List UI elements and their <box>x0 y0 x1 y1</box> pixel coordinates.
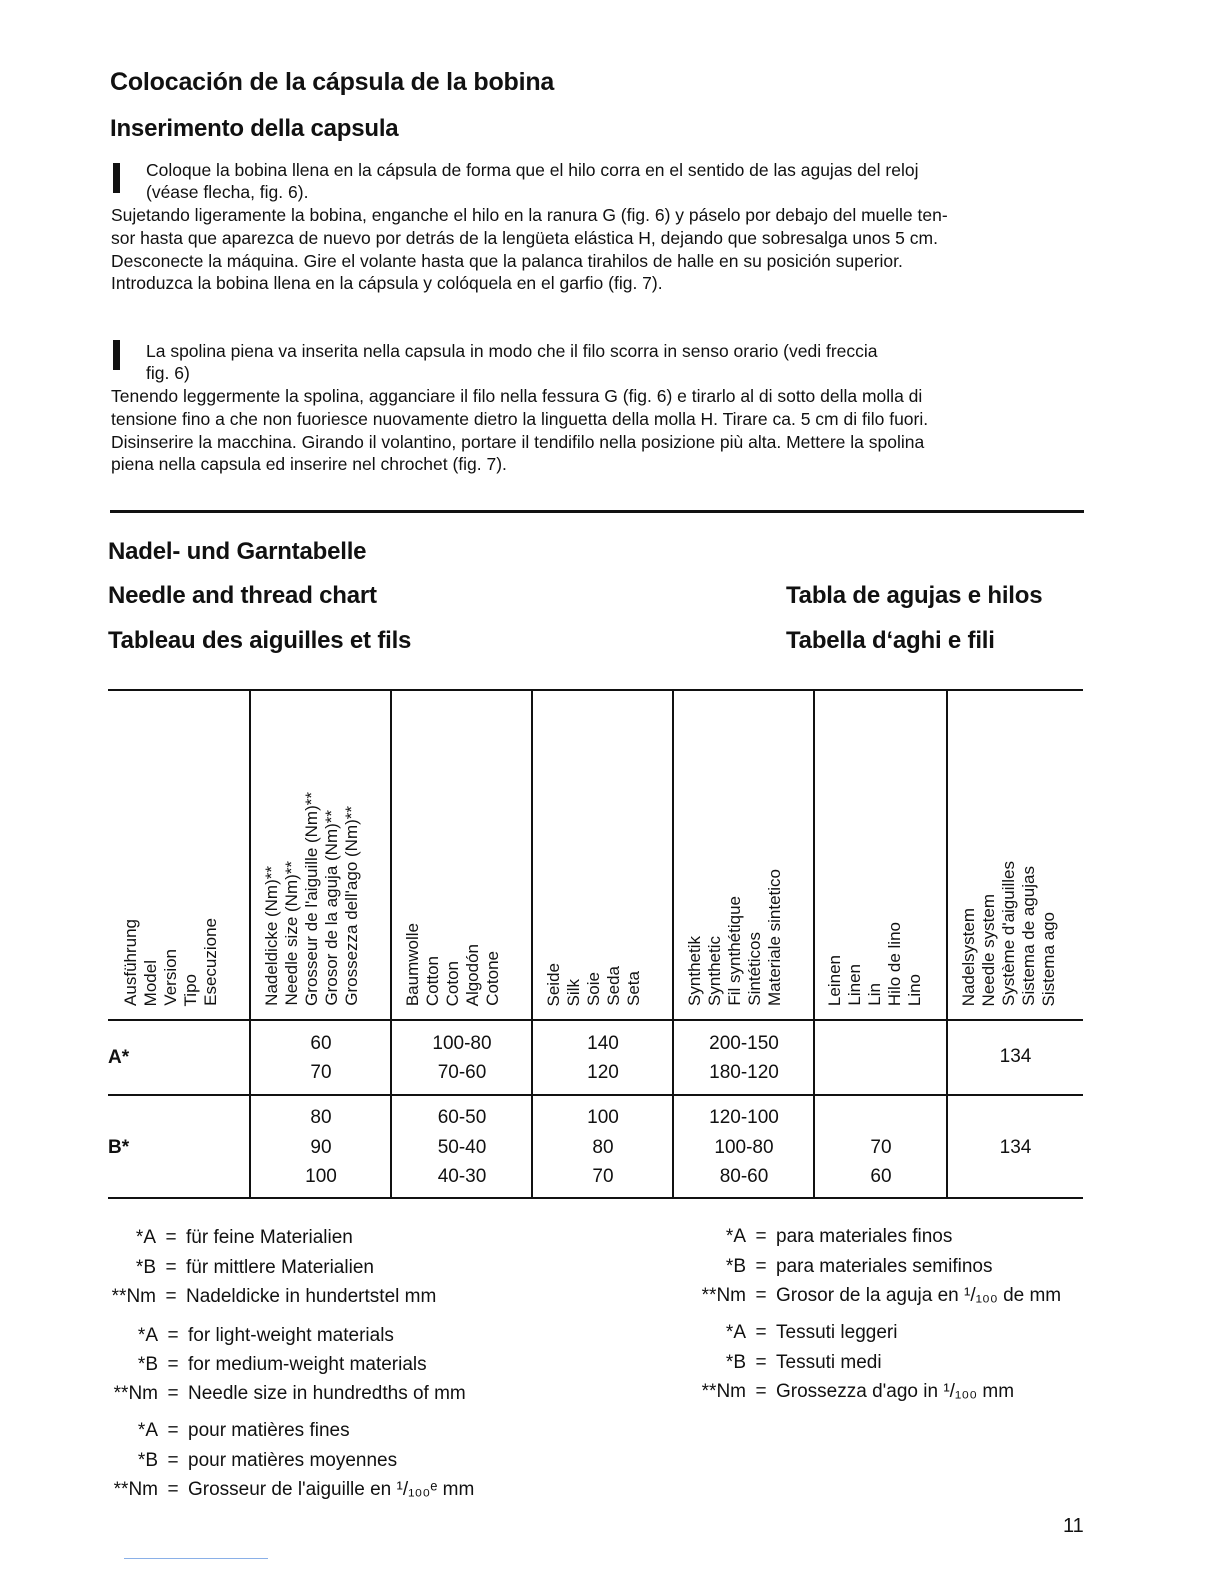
page-number: 11 <box>1063 1515 1084 1537</box>
header-linen: Lino <box>905 973 924 1006</box>
header-synthetic: Sintéticos <box>745 932 764 1006</box>
footnote-it-b: *B = Tessuti medi <box>725 1352 882 1373</box>
scan-artifact-line <box>124 1558 268 1559</box>
cell-cotton-a: 70-60 <box>437 1062 487 1083</box>
cell-synthetic-b: 120-100 <box>709 1107 779 1128</box>
cell-needle-b: 80 <box>310 1107 332 1128</box>
footnote-fr-nm: **Nm = Grosseur de l'aiguille en ¹/₁₀₀ᵉ mm <box>113 1479 475 1500</box>
chart-title-de: Nadel- und Garntabelle <box>108 538 367 565</box>
cell-cotton-b: 50-40 <box>437 1137 487 1158</box>
cell-cotton-b: 40-30 <box>437 1166 487 1187</box>
header-needle-system: Nadelsystem <box>959 907 978 1006</box>
cell-needle-a: 70 <box>310 1062 332 1083</box>
header-synthetic: Synthetik <box>685 936 704 1006</box>
cell-silk-b: 100 <box>587 1107 619 1128</box>
table-top-rule <box>108 689 1083 691</box>
header-cotton: Coton <box>443 960 462 1006</box>
spanish-marker <box>113 163 120 193</box>
table-col-divider <box>946 690 948 1198</box>
header-cotton: Algodón <box>463 943 482 1006</box>
header-needle-system: Sistema de agujas <box>1019 866 1038 1006</box>
cell-silk-b: 80 <box>592 1137 614 1158</box>
chart-title-it: Tabella d‘aghi e fili <box>786 627 995 654</box>
es-line-3: Sujetando ligeramente la bobina, enganche el hilo en la ranura G (fig. 6) y páselo por debajo del muelle ten- <box>111 205 948 225</box>
title-italian: Inserimento della capsula <box>110 115 399 142</box>
header-silk: Seide <box>544 962 563 1006</box>
es-line-5: Desconecte la máquina. Gire el volante hasta que la palanca tirahilos de halle en su posición superior. <box>111 251 903 271</box>
header-needle-size: Nadeldicke (Nm)** <box>262 866 281 1006</box>
header-cotton: Baumwolle <box>403 922 422 1006</box>
chart-title-es: Tabla de agujas e hilos <box>786 582 1043 609</box>
table-bottom-rule <box>108 1197 1083 1199</box>
header-needle-system: Needle system <box>979 893 998 1006</box>
footnote-fr-a: *A = pour matières fines <box>137 1420 350 1441</box>
cell-silk-a: 120 <box>587 1062 619 1083</box>
es-line-6: Introduzca la bobina llena en la cápsula y colóquela en el garfio (fig. 7). <box>111 273 663 293</box>
header-needle-size: Grossezza dell'ago (Nm)** <box>342 806 361 1006</box>
cell-system-b: 134 <box>999 1137 1032 1158</box>
header-version: Tipo <box>181 973 200 1006</box>
header-linen: Hilo de lino <box>885 921 904 1006</box>
header-linen: Linen <box>845 964 864 1006</box>
es-line-2: (véase flecha, fig. 6). <box>146 182 309 202</box>
header-version: Version <box>161 949 180 1006</box>
footnote-es-nm: **Nm = Grosor de la aguja en ¹/₁₀₀ de mm <box>701 1285 1062 1306</box>
header-linen: Leinen <box>825 954 844 1006</box>
cell-synthetic-b: 100-80 <box>714 1137 774 1158</box>
chart-title-en: Needle and thread chart <box>108 582 377 609</box>
cell-silk-b: 70 <box>592 1166 614 1187</box>
header-version: Esecuzione <box>201 918 220 1006</box>
table-row-rule <box>108 1094 1083 1096</box>
es-line-4: sor hasta que aparezca de nuevo por detrás de la lengüeta elástica H, dejando que sobresalga unos 5 cm. <box>111 228 938 248</box>
it-line-5: Disinserire la macchina. Girando il volantino, portare il tendifilo nella posizione più alta. Mettere la spolina <box>111 432 925 452</box>
header-version: Ausführung <box>121 919 140 1006</box>
section-divider <box>110 510 1084 513</box>
table-header-rule <box>108 1019 1083 1021</box>
it-line-6: piena nella capsula ed inserire nel chrochet (fig. 7). <box>111 454 507 474</box>
cell-needle-a: 60 <box>310 1033 332 1054</box>
footnote-it-a: *A = Tessuti leggeri <box>725 1322 898 1343</box>
footnote-en-nm: **Nm = Needle size in hundredths of mm <box>113 1383 466 1404</box>
header-needle-system: Sistema ago <box>1039 911 1058 1006</box>
it-line-1: La spolina piena va inserita nella capsula in modo che il filo scorra in senso orario (vedi freccia <box>146 341 878 361</box>
footnote-en-b: *B = for medium-weight materials <box>137 1354 427 1375</box>
footnote-es-a: *A = para materiales finos <box>725 1226 953 1247</box>
footnote-it-nm: **Nm = Grossezza d'ago in ¹/₁₀₀ mm <box>701 1381 1015 1402</box>
it-line-3: Tenendo leggermente la spolina, agganciare il filo nella fessura G (fig. 6) e tirarlo al di sotto della molla di <box>111 386 923 406</box>
header-silk: Soie <box>584 971 603 1006</box>
header-needle-size: Needle size (Nm)** <box>282 861 301 1006</box>
header-synthetic: Synthetic <box>705 936 724 1006</box>
it-line-2: fig. 6) <box>146 363 190 383</box>
footnote-en-a: *A = for light-weight materials <box>137 1325 394 1346</box>
footnote-es-b: *B = para materiales semifinos <box>725 1256 993 1277</box>
row-label-a: A* <box>108 1047 130 1068</box>
cell-synthetic-a: 180-120 <box>709 1062 779 1083</box>
title-spanish: Colocación de la cápsula de la bobina <box>110 68 555 96</box>
cell-needle-b: 90 <box>310 1137 332 1158</box>
cell-cotton-a: 100-80 <box>432 1033 492 1054</box>
header-cotton: Cotone <box>483 951 502 1006</box>
footnote-de-a: *A = für feine Materialien <box>135 1227 353 1248</box>
header-needle-size: Grosseur de l'aiguille (Nm)** <box>302 792 321 1006</box>
header-version: Model <box>141 959 160 1006</box>
header-silk: Seta <box>624 971 643 1006</box>
footnote-de-nm: **Nm = Nadeldicke in hundertstel mm <box>111 1286 437 1307</box>
cell-synthetic-b: 80-60 <box>719 1166 769 1187</box>
italian-marker <box>113 340 120 370</box>
header-silk: Silk <box>564 978 583 1006</box>
cell-cotton-b: 60-50 <box>437 1107 487 1128</box>
cell-synthetic-a: 200-150 <box>709 1033 779 1054</box>
cell-linen-b: 70 <box>870 1137 892 1158</box>
header-silk: Seda <box>604 966 623 1006</box>
cell-linen-b: 60 <box>870 1166 892 1187</box>
header-linen: Lin <box>865 983 884 1006</box>
es-line-1: Coloque la bobina llena en la cápsula de forma que el hilo corra en el sentido de las agujas del reloj <box>146 160 919 180</box>
footnote-de-b: *B = für mittlere Materialien <box>135 1257 374 1278</box>
footnote-fr-b: *B = pour matières moyennes <box>137 1450 398 1471</box>
row-label-b: B* <box>108 1137 130 1158</box>
cell-silk-a: 140 <box>587 1033 619 1054</box>
header-needle-size: Grosor de la aguja (Nm)** <box>322 810 341 1006</box>
chart-title-fr: Tableau des aiguilles et fils <box>108 627 412 654</box>
header-synthetic: Materiale sintetico <box>765 868 784 1006</box>
header-synthetic: Fil synthétique <box>725 896 744 1006</box>
header-cotton: Cotton <box>423 955 442 1006</box>
cell-system-a: 134 <box>999 1046 1032 1067</box>
header-needle-system: Système d'aiguilles <box>999 861 1018 1006</box>
it-line-4: tensione fino a che non fuoriesce nuovamente dietro la linguetta della molla H. Tirare ca. 5 cm di filo fuori. <box>111 409 929 429</box>
cell-needle-b: 100 <box>305 1166 337 1187</box>
